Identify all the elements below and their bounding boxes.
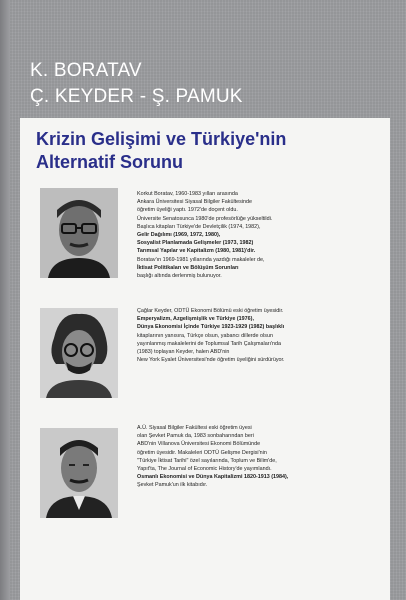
bio-line: Üniversite Senatosunca 1980'de profesörlüğe yükseltildi. [137,215,273,222]
author-photo-pamuk [40,428,118,518]
bio-line: Yapıt'ta, The Journal of Economic History'de yayımlandı. [137,466,272,473]
title-line-2: Alternatif Sorunu [36,152,183,172]
bio-pamuk [137,424,373,490]
bio-line: İktisat Politikaları ve Bölüşüm Sorunları [137,264,239,271]
bio-line: yayınlanmış makalelerini de Toplumsal Tarih Çalışmaları'nda [137,340,282,347]
author-line-1: K. BORATAV [30,60,142,81]
bio-line: Boratav'ın 1969-1981 yıllarında yazdığı makaleler de, [137,256,265,263]
bio-line: ABD'nin Villanova Üniversitesi Ekonomi Bölümünde [137,441,261,448]
bio-line: olan Şevket Pamuk da, 1983 sonbaharından beri [137,433,254,440]
author-names [30,58,243,110]
bio-line: New York Eyalet Üniversitesi'nde öğretim üyeliğini sürdürüyor. [137,357,285,364]
bio-line: Dünya Ekonomisi İçinde Türkiye 1923-1929 (1982) başlıklı [137,324,285,331]
author-photo-keyder [40,308,118,398]
bio-line: "Türkiye İktisat Tarihi" özel sayılarında, Toplum ve Bilim'de, [137,457,277,464]
bio-line: öğretim üyeliği yaptı. 1972'de doçent oldu. [137,207,238,214]
author-photo-boratav [40,188,118,278]
bio-line: Tarımsal Yapılar ve Kapitalizm (1980, 1981)'dir. [137,248,256,255]
bio-line: kitaplarının yanısıra, Türkçe olsun, yabancı dillerde olsun [137,332,273,339]
bio-line: A.Ü. Siyasal Bilgiler Fakültesi eski öğretim üyesi [137,425,252,431]
book-title [36,128,366,174]
author-line-2: Ç. KEYDER - Ş. PAMUK [30,86,243,107]
bio-line: öğretim üyesidir. Makaleleri ODTÜ Gelişme Dergisi'nin [137,449,267,456]
bio-line: Şevket Pamuk'un ilk kitabıdır. [137,482,208,489]
bio-boratav [137,190,373,280]
bio-line: Gelir Dağılımı (1969, 1972, 1980), [137,232,221,239]
title-line-1: Krizin Gelişimi ve Türkiye'nin [36,129,287,149]
bio-line: Emperyalizm, Azgelişmişlik ve Türkiye (1976), [137,316,254,323]
bio-line: (1983) toplayan Keyder, halen ABD'nin [137,349,230,356]
bio-line: Osmanlı Ekonomisi ve Dünya Kapitalizmi 1820-1913 (1984), [137,474,289,481]
bio-line: Başlıca kitapları Türkiye'de Devletçilik (1974, 1982), [137,223,261,230]
bio-line: başlığı altında derlenmiş bulunuyor. [137,273,222,280]
bio-line: Sosyalist Planlamada Gelişmeler (1973, 1982) [137,240,254,247]
bio-line: Ankara Üniversitesi Siyasal Bilgiler Fakültesinde [137,199,253,206]
bio-keyder [137,307,373,364]
bio-line: Korkut Boratav, 1960-1983 yılları arasında [137,191,238,197]
spine-edge [0,0,10,600]
bio-line: Çağlar Keyder, ODTÜ Ekonomi Bölümü eski öğretim üyesidir. [137,308,284,314]
